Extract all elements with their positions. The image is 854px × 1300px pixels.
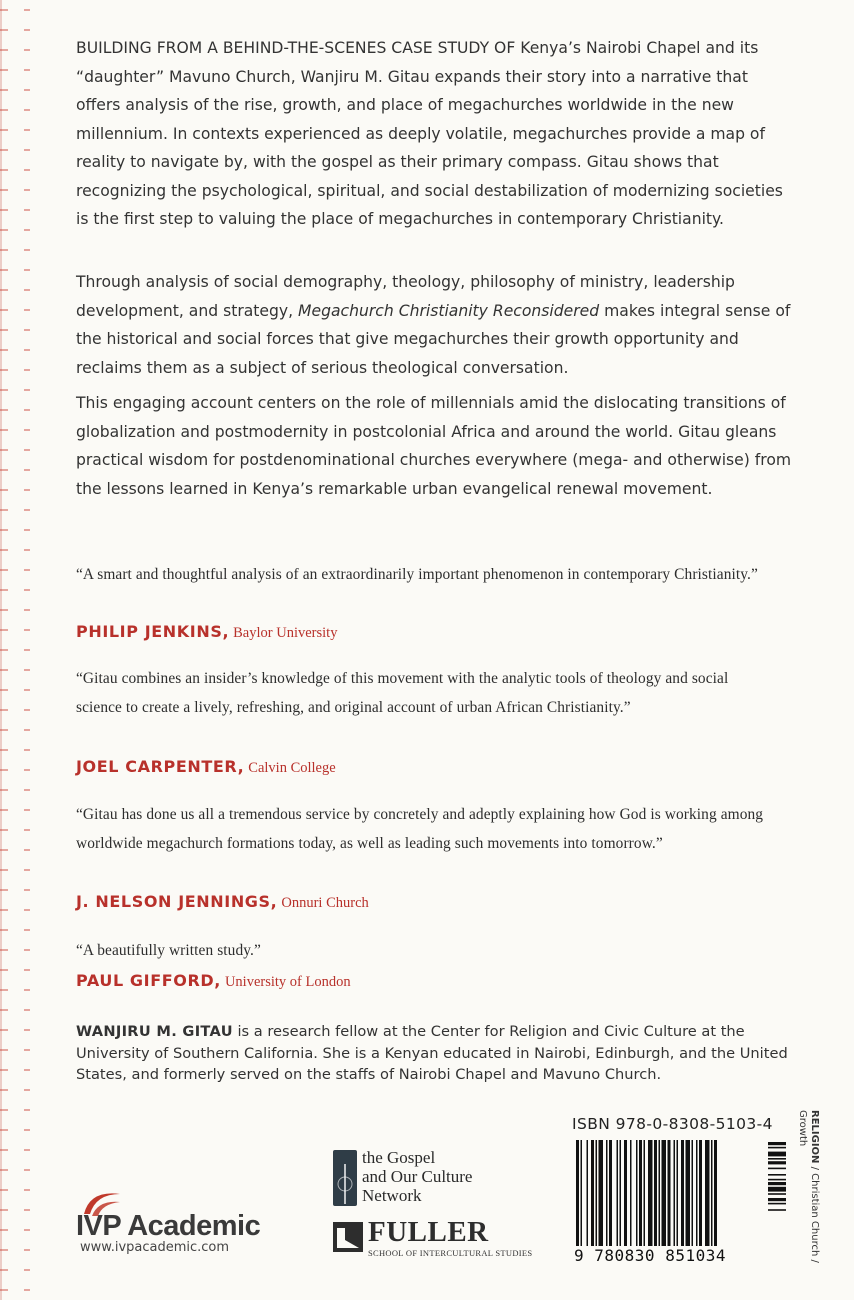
bisac-category: RELIGION / Christian Church / Growth [797,1110,820,1263]
price-barcode-icon [768,1140,786,1252]
fuller-logo-icon [333,1222,363,1252]
gocn-logo-icon [333,1150,357,1206]
page-edge-texture [0,0,44,1300]
endorsement-attribution-4: PAUL GIFFORD, University of London [76,971,351,990]
fuller-subtitle: SCHOOL OF INTERCULTURAL STUDIES [368,1248,533,1258]
fuller-name: FULLER [368,1216,489,1248]
isbn-label: ISBN 978-0-8308-5103-4 [572,1115,773,1133]
author-bio: WANJIRU M. GITAU is a research fellow at the Center for Religion and Civic Culture at the University of Southern California. She is a Kenyan educated in Nairobi, Edinburgh, and the United States, and formerly served on the staffs of Nairobi Chapel and Mavuno Church. [76,1023,788,1083]
endorsement-quote-1: “A smart and thoughtful analysis of an extraordinarily important phenomenon in contemporary Christianity.” [76,566,758,583]
endorsement-quote-2: “Gitau combines an insider’s knowledge of this movement with the analytic tools of theology and social science to create a lively, refreshing, and original account of urban African Christianity.” [76,670,729,716]
endorsement-quote-3: “Gitau has done us all a tremendous service by concretely and adeptly explaining how God is working among worldwide megachurch formations today, as well as leading such movements into tomorrow.” [76,806,764,852]
publisher-url: www.ivpacademic.com [80,1240,230,1255]
endorsement-attribution-1: PHILIP JENKINS, Baylor University [76,622,338,641]
description-paragraph-1: BUILDING FROM A BEHIND-THE-SCENES CASE STUDY OF Kenya’s Nairobi Chapel and its “daughter” Mavuno Church, Wanjiru M. Gitau expands their story into a narrative that offers analysis of the rise, growth, and place of megachurches worldwide in the new millennium. In contexts experienced as deeply volatile, megachurches provide a map of reality to navigate by, with the gospel as their primary compass. Gitau shows that recognizing the psychological, spiritual, and social destabilization of modernizing societies is the first step to valuing the place of megachurches in contemporary Christianity. [76,39,783,228]
barcode-digits: 9 780830 851034 [574,1246,726,1265]
description-paragraph-2: Through analysis of social demography, theology, philosophy of ministry, leadership development, and strategy, Megachurch Christianity Reconsidered makes integral sense of the historical and social forces that give megachurches their growth opportunity and reclaims them as a subject of serious theological conversation. [76,273,791,377]
book-title: Megachurch Christianity Reconsidered [298,301,600,320]
endorsement-attribution-3: J. NELSON JENNINGS, Onnuri Church [76,892,369,911]
gocn-logo-text: the Gospel and Our Culture Network [362,1148,473,1205]
description-paragraph-3: This engaging account centers on the role of millennials amid the dislocating transitions of globalization and postmodernity in postcolonial Africa and around the world. Gitau gleans practical wisdom for postdenominational churches everywhere (mega- and otherwise) from the lessons learned in Kenya’s remarkable urban evangelical renewal movement. [76,394,792,498]
publisher-name: IVP Academic [76,1210,261,1242]
endorsement-attribution-2: JOEL CARPENTER, Calvin College [76,757,336,776]
endorsement-quote-4: “A beautifully written study.” [76,942,261,959]
author-name: WANJIRU M. GITAU [76,1023,233,1040]
page-edge-line [0,0,2,1300]
